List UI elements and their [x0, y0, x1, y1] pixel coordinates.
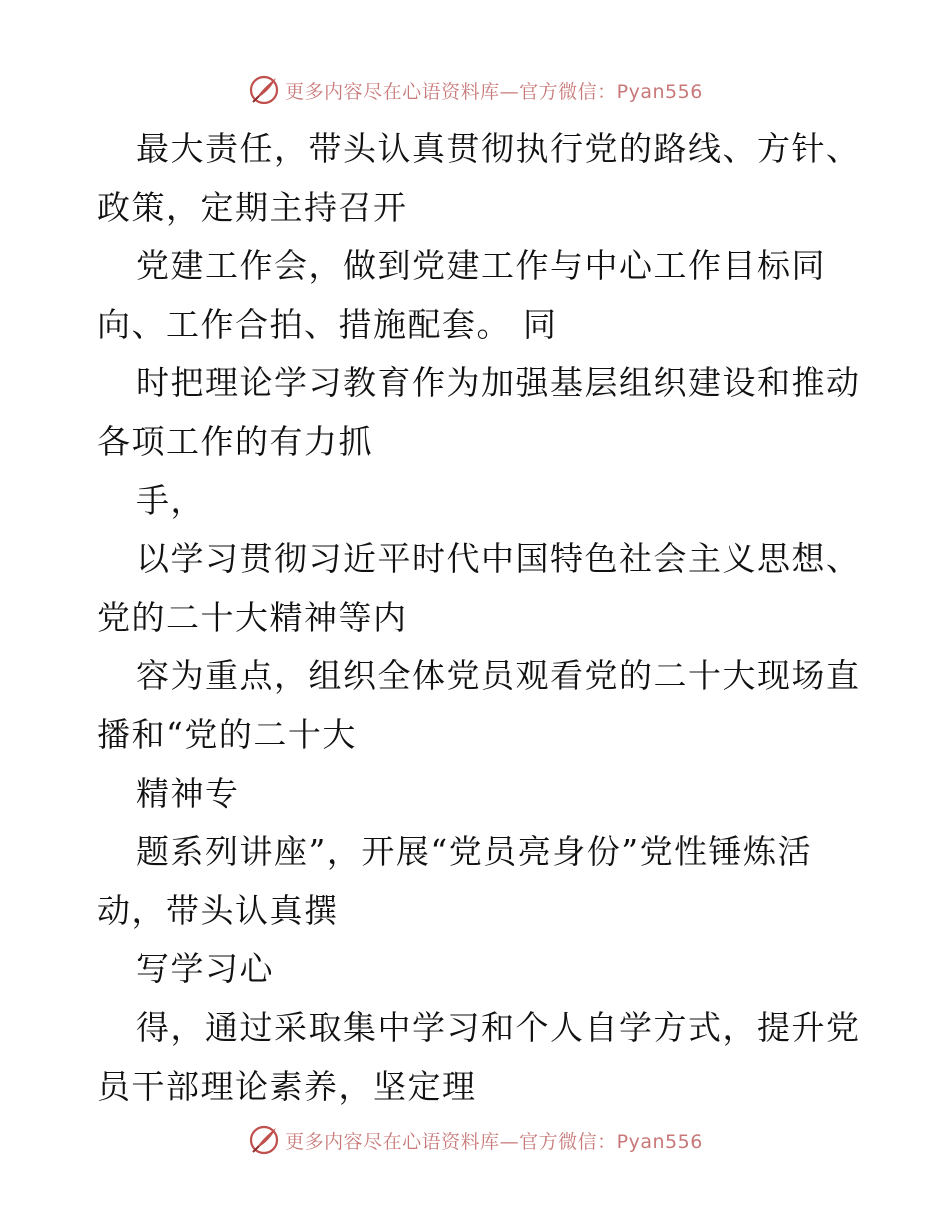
feather-pen-logo-icon	[247, 73, 281, 107]
text-line: 员干部理论素养，坚定理	[97, 1066, 477, 1106]
watermark-account-id: Pyan556	[616, 80, 703, 103]
text-line: 题系列讲座”，开展“党员亮身份”党性锤炼活	[136, 832, 813, 872]
text-line: 最大责任，带头认真贯彻执行党的路线、方针、	[136, 129, 861, 168]
feather-pen-logo-icon	[247, 1123, 281, 1157]
text-line: 各项工作的有力抓	[97, 421, 373, 461]
text-line: 精神专	[136, 773, 240, 813]
header-watermark	[0, 70, 950, 110]
footer-watermark	[0, 1120, 950, 1160]
text-line: 动，带头认真撰	[97, 890, 339, 930]
text-line: 时把理论学习教育作为加强基层组织建设和推动	[136, 363, 861, 403]
text-line: 手，	[136, 480, 205, 520]
text-line: 党的二十大精神等内	[97, 597, 408, 637]
watermark-account-id: Pyan556	[616, 1130, 703, 1153]
text-line: 写学习心	[136, 949, 274, 989]
document-body	[97, 120, 877, 1116]
text-line: 容为重点，组织全体党员观看党的二十大现场直	[136, 656, 861, 696]
watermark-text: 更多内容尽在心语资料库—官方微信：Pyan556	[285, 1130, 703, 1153]
text-line: 政策，定期主持召开	[97, 187, 408, 227]
text-line: 播和“党的二十大	[97, 714, 357, 754]
watermark-text: 更多内容尽在心语资料库—官方微信：Pyan556	[285, 80, 703, 103]
text-line: 得，通过采取集中学习和个人自学方式，提升党	[136, 1007, 861, 1047]
text-line: 以学习贯彻习近平时代中国特色社会主义思想、	[136, 539, 861, 579]
text-line: 向、工作合拍、措施配套。 同	[97, 304, 558, 344]
text-line: 党建工作会，做到党建工作与中心工作目标同	[136, 246, 826, 286]
